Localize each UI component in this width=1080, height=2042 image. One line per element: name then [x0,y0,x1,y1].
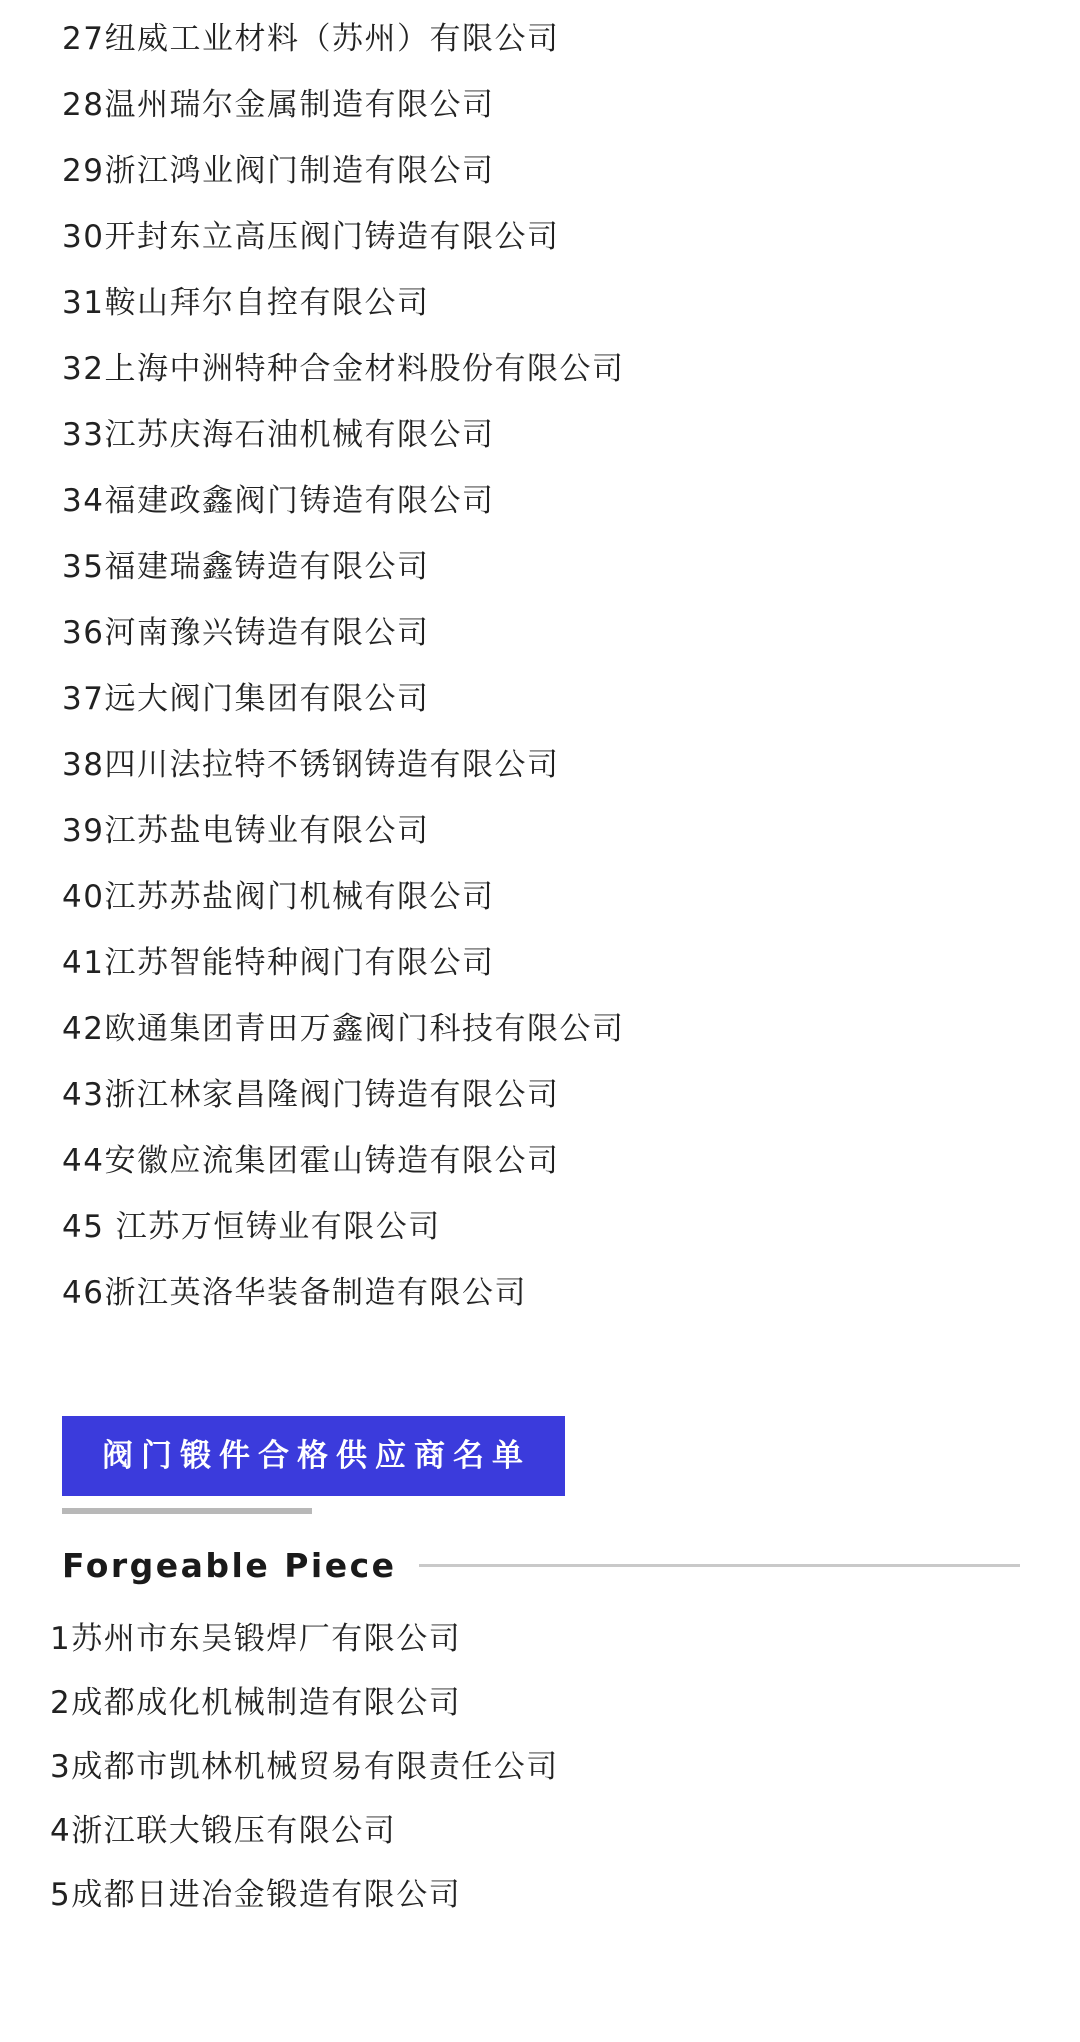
list-item: 41江苏智能特种阀门有限公司 [62,945,495,981]
section-banner-title: 阀门锻件合格供应商名单 [62,1416,565,1496]
list-item: 35福建瑞鑫铸造有限公司 [62,549,430,585]
list-item: 44安徽应流集团霍山铸造有限公司 [62,1143,560,1179]
list-item: 42欧通集团青田万鑫阀门科技有限公司 [62,1011,625,1047]
forgeable-piece-supplier-list [0,1585,1080,1927]
list-item: 45 江苏万恒铸业有限公司 [62,1209,441,1245]
section-banner-container [0,1416,1080,1496]
list-item: 31鞍山拜尔自控有限公司 [62,285,430,321]
list-item: 28温州瑞尔金属制造有限公司 [62,87,495,123]
list-item: 39江苏盐电铸业有限公司 [62,813,430,849]
list-item: 34福建政鑫阀门铸造有限公司 [62,483,495,519]
list-item: 5成都日进冶金锻造有限公司 [50,1877,462,1913]
section-spacer [0,1326,1080,1416]
list-item: 1苏州市东吴锻焊厂有限公司 [50,1621,462,1657]
list-item: 43浙江林家昌隆阀门铸造有限公司 [62,1077,560,1113]
list-item: 27纽威工业材料（苏州）有限公司 [62,21,560,57]
list-item: 30开封东立高压阀门铸造有限公司 [62,219,560,255]
list-item: 33江苏庆海石油机械有限公司 [62,417,495,453]
subsection-divider [419,1564,1020,1567]
list-item: 40江苏苏盐阀门机械有限公司 [62,879,495,915]
list-item: 36河南豫兴铸造有限公司 [62,615,430,651]
subsection-title: Forgeable Piece [62,1546,397,1585]
list-item: 29浙江鸿业阀门制造有限公司 [62,153,495,189]
list-item: 46浙江英洛华装备制造有限公司 [62,1275,527,1311]
list-item: 32上海中洲特种合金材料股份有限公司 [62,351,625,387]
list-item: 3成都市凯林机械贸易有限责任公司 [50,1749,559,1785]
list-item: 4浙江联大锻压有限公司 [50,1813,397,1849]
list-item: 37远大阀门集团有限公司 [62,681,430,717]
list-item: 2成都成化机械制造有限公司 [50,1685,462,1721]
subsection-header [0,1546,1080,1585]
banner-underline-rule [62,1508,312,1514]
list-item: 38四川法拉特不锈钢铸造有限公司 [62,747,560,783]
